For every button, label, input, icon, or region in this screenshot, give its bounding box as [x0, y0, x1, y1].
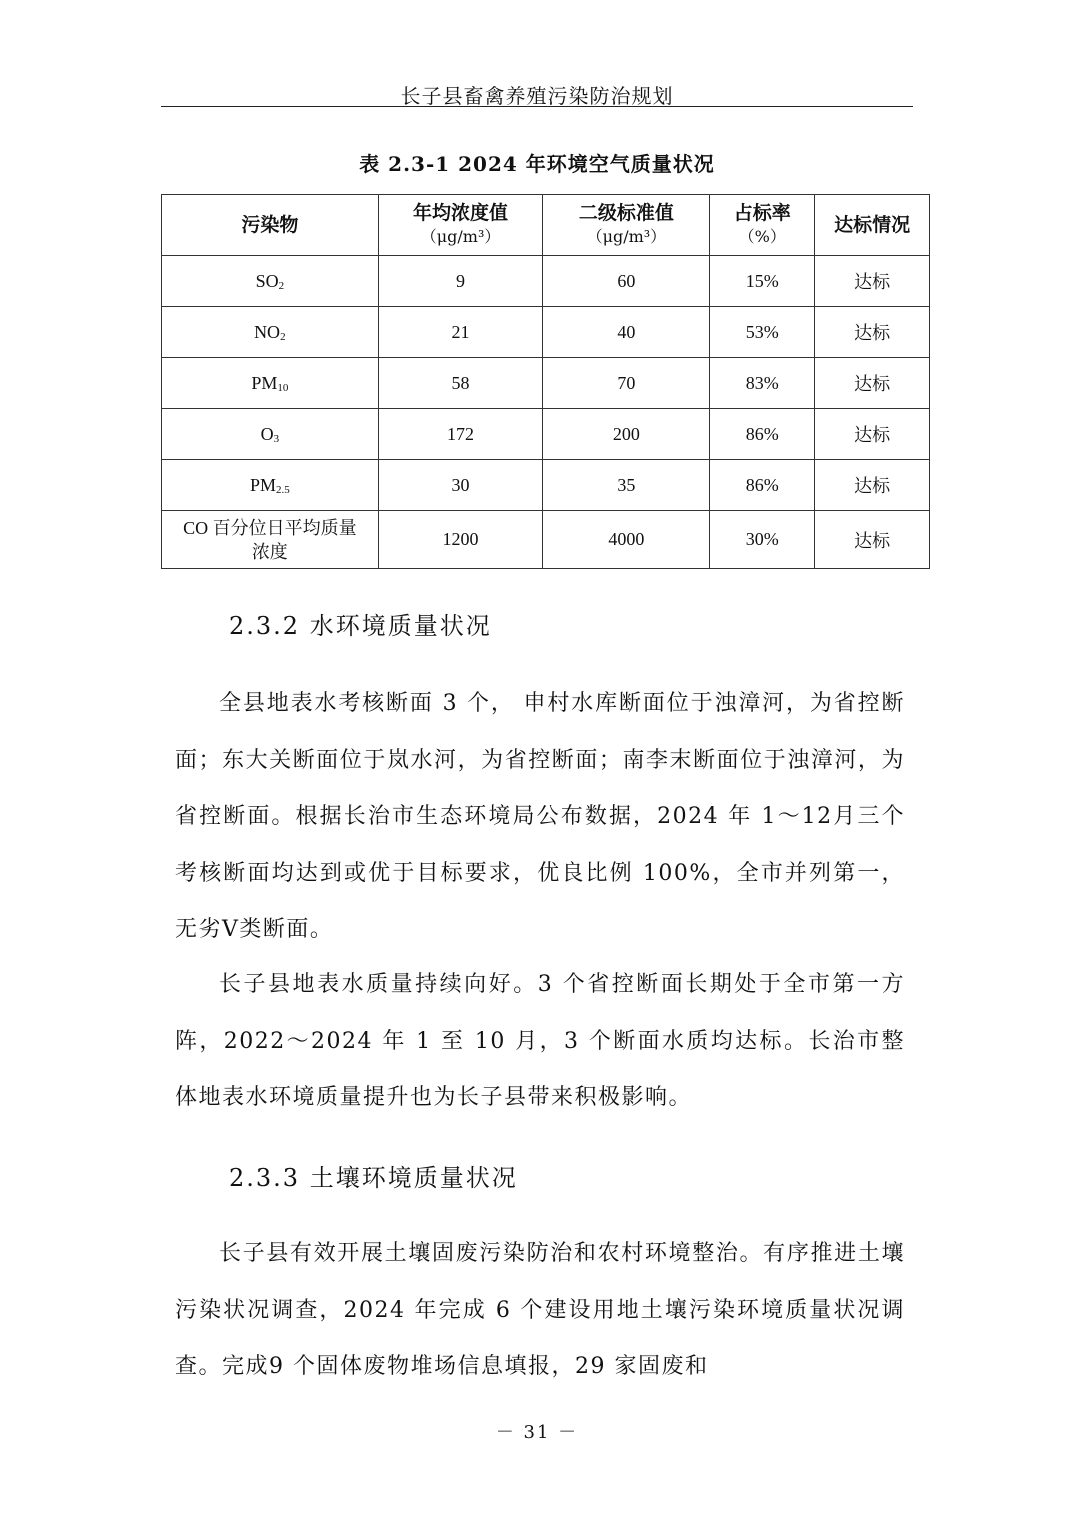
cell-status: 达标	[815, 256, 930, 307]
cell-pollutant: CO 百分位日平均质量浓度	[162, 511, 379, 569]
cell-annual: 172	[378, 409, 543, 460]
table-row	[162, 307, 930, 358]
table-row	[162, 256, 930, 307]
cell-pollutant: $PM_{2.5}$	[162, 460, 379, 511]
paragraph-water-2: 长子县地表水质量持续向好。3 个省控断面长期处于全市第一方阵，2022～2024 年 1 至 10 月，3 个断面水质均达标。长治市整体地表水环境质量提升也为长子县带来积极影响。	[175, 972, 905, 1110]
cell-pollutant: $NO_2$	[162, 307, 379, 358]
section-heading-soil: 2.3.3 土壤环境质量状况	[229, 1164, 518, 1192]
page-number: － 31 －	[495, 1422, 579, 1443]
cell-standard: 35	[543, 460, 710, 511]
cell-ratio: 83%	[710, 358, 815, 409]
header-standard: 二级标准值 （μg/m³）	[543, 195, 710, 256]
cell-annual: 1200	[378, 511, 543, 569]
header-pollutant: 污染物	[162, 195, 379, 256]
cell-annual: 30	[378, 460, 543, 511]
section-heading-water: 2.3.2 水环境质量状况	[229, 612, 492, 640]
cell-standard: 70	[543, 358, 710, 409]
header-status: 达标情况	[815, 195, 930, 256]
cell-status: 达标	[815, 460, 930, 511]
cell-standard: 60	[543, 256, 710, 307]
table-row	[162, 409, 930, 460]
running-header: 长子县畜禽养殖污染防治规划	[400, 84, 674, 108]
cell-ratio: 15%	[710, 256, 815, 307]
cell-ratio: 53%	[710, 307, 815, 358]
header-ratio: 占标率 （%）	[710, 195, 815, 256]
paragraph-soil-1: 长子县有效开展土壤固废污染防治和农村环境整治。有序推进土壤污染状况调查，2024 年完成 6 个建设用地土壤污染环境质量状况调查。完成9 个固体废物堆场信息填报，29 家固废和	[175, 1241, 905, 1379]
cell-standard: 40	[543, 307, 710, 358]
cell-status: 达标	[815, 409, 930, 460]
header-rule	[161, 106, 913, 107]
cell-pollutant: $O_3$	[162, 409, 379, 460]
table-row	[162, 460, 930, 511]
header-annual: 年均浓度值 （μg/m³）	[378, 195, 543, 256]
table-caption: 表 2.3-1 2024 年环境空气质量状况	[359, 152, 715, 176]
cell-annual: 9	[378, 256, 543, 307]
air-quality-table	[161, 194, 930, 569]
cell-ratio: 30%	[710, 511, 815, 569]
cell-pollutant: $PM_{10}$	[162, 358, 379, 409]
cell-pollutant: $SO_2$	[162, 256, 379, 307]
cell-standard: 200	[543, 409, 710, 460]
cell-annual: 58	[378, 358, 543, 409]
table-row	[162, 358, 930, 409]
cell-ratio: 86%	[710, 409, 815, 460]
paragraph-water-1: 全县地表水考核断面 3 个， 申村水库断面位于浊漳河，为省控断面；东大关断面位于岚水河，为省控断面；南李末断面位于浊漳河，为省控断面。根据长治市生态环境局公布数据，2024 年 1～12月三个考核断面均达到或优于目标要求，优良比例 100%，全市并列第一，无劣Ⅴ类断面。	[175, 691, 905, 942]
cell-ratio: 86%	[710, 460, 815, 511]
cell-status: 达标	[815, 511, 930, 569]
cell-standard: 4000	[543, 511, 710, 569]
table-row	[162, 511, 930, 569]
cell-status: 达标	[815, 358, 930, 409]
cell-annual: 21	[378, 307, 543, 358]
table-header-row	[162, 195, 930, 256]
cell-status: 达标	[815, 307, 930, 358]
